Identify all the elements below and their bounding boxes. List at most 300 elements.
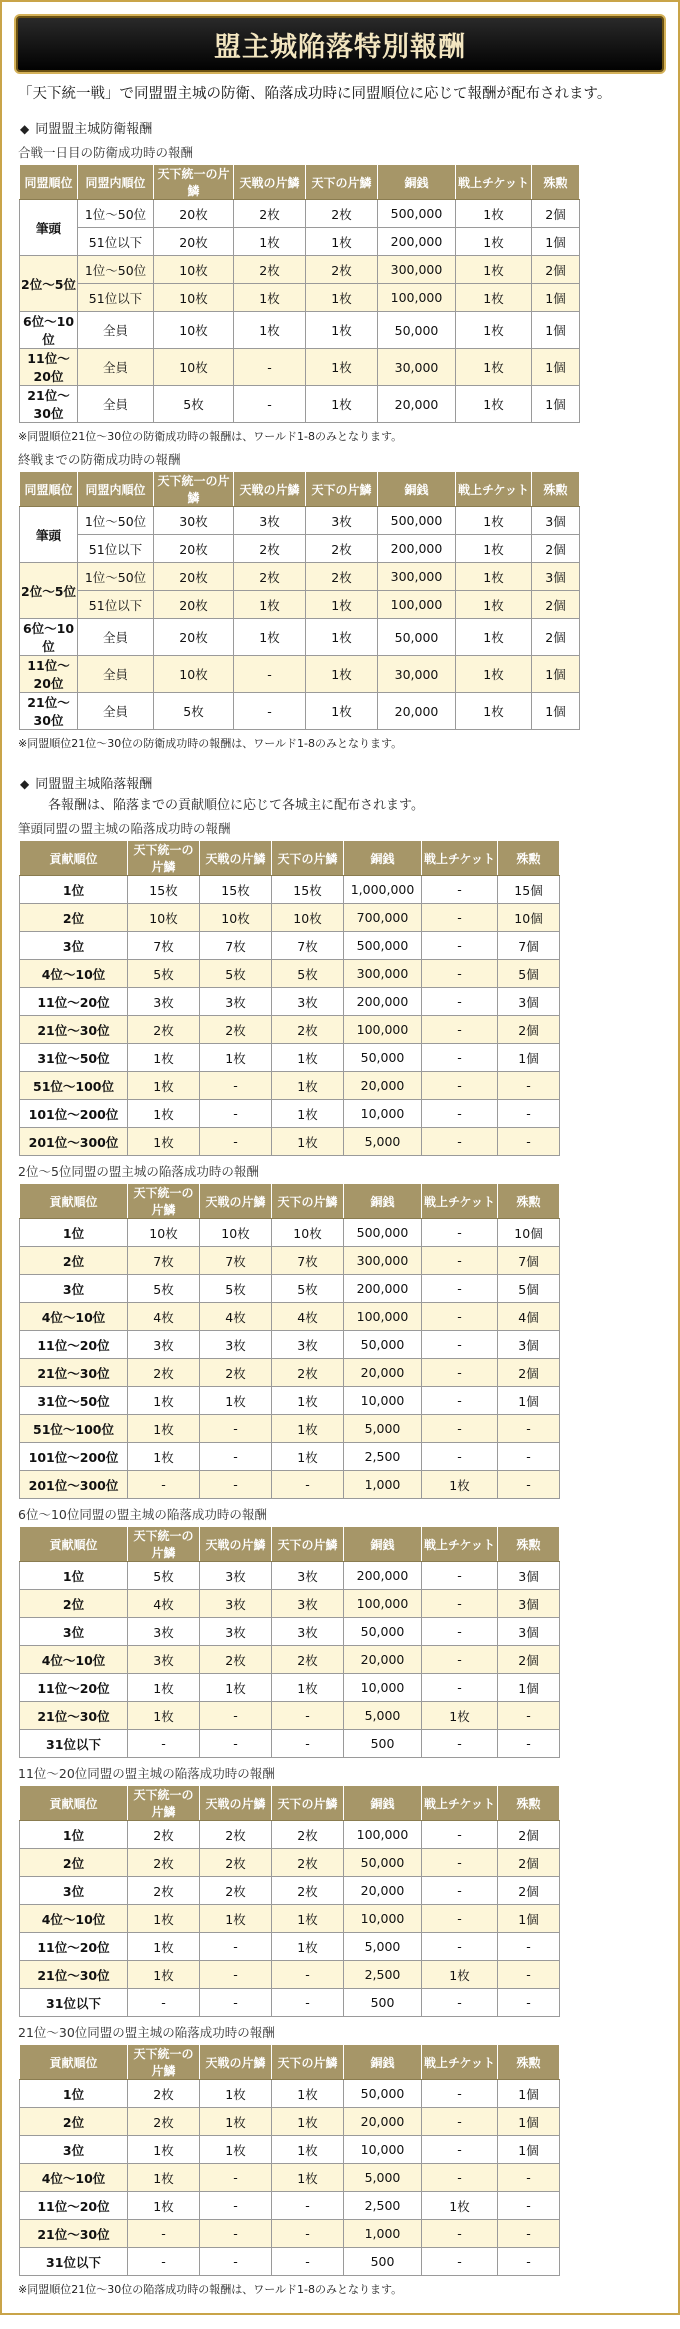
- table-cell: -: [422, 1618, 498, 1646]
- table-cell: 2枚: [272, 1016, 344, 1044]
- table-cell: 500,000: [344, 932, 422, 960]
- table-cell: 50,000: [344, 1849, 422, 1877]
- column-header: 天下統一の片鱗: [128, 1527, 200, 1562]
- table-cell: 5枚: [200, 960, 272, 988]
- table-cell: 全員: [78, 656, 154, 693]
- table-row: [20, 1730, 560, 1758]
- table-cell: -: [200, 1072, 272, 1100]
- table-cell: 7枚: [128, 1247, 200, 1275]
- contribution-rank-cell: 2位: [20, 2108, 128, 2136]
- table-cell: -: [200, 2192, 272, 2220]
- table-cell: 2枚: [128, 1877, 200, 1905]
- table-cell: -: [498, 1443, 560, 1471]
- table-cell: 10,000: [344, 2136, 422, 2164]
- table-cell: 3枚: [200, 1331, 272, 1359]
- column-header: 殊勲: [498, 1527, 560, 1562]
- table-cell: 5,000: [344, 1128, 422, 1156]
- table-cell: 5個: [498, 960, 560, 988]
- table-cell: -: [422, 1933, 498, 1961]
- table-cell: 1枚: [128, 1387, 200, 1415]
- table-header-row: [20, 1786, 560, 1821]
- table-cell: -: [422, 1646, 498, 1674]
- table-row: [20, 1331, 560, 1359]
- table-cell: -: [200, 1100, 272, 1128]
- column-header: 貢献順位: [20, 1527, 128, 1562]
- table-cell: 10枚: [154, 284, 234, 312]
- table-cell: 2,500: [344, 2192, 422, 2220]
- table-cell: 1枚: [128, 1072, 200, 1100]
- table-cell: -: [422, 1128, 498, 1156]
- contribution-rank-cell: 11位～20位: [20, 988, 128, 1016]
- contribution-rank-cell: 51位～100位: [20, 1415, 128, 1443]
- table-cell: 1枚: [456, 349, 532, 386]
- table-cell: -: [422, 988, 498, 1016]
- table-cell: 500,000: [378, 200, 456, 228]
- fall-reward-table: [19, 1183, 560, 1499]
- table-cell: -: [272, 2192, 344, 2220]
- table-footnote: ※同盟順位21位～30位の防衛成功時の報酬は、ワールド1-8のみとなります。: [18, 430, 403, 443]
- column-header: 天下統一の片鱗: [128, 841, 200, 876]
- column-header: 戦上チケット: [422, 2045, 498, 2080]
- table-cell: 500,000: [344, 1219, 422, 1247]
- table-cell: 1枚: [456, 256, 532, 284]
- table-cell: 4枚: [272, 1303, 344, 1331]
- table-cell: 20,000: [344, 1646, 422, 1674]
- table-row: [20, 1100, 560, 1128]
- table-cell: -: [422, 1562, 498, 1590]
- intro-text: 「天下統一戦」で同盟盟主城の防衛、陥落成功時に同盟順位に応じて報酬が配布されます。: [18, 86, 612, 102]
- contribution-rank-cell: 21位～30位: [20, 1702, 128, 1730]
- table-cell: -: [200, 1933, 272, 1961]
- column-header: 殊勲: [532, 472, 580, 507]
- table-cell: -: [422, 876, 498, 904]
- table-cell: -: [498, 1100, 560, 1128]
- table-cell: 1枚: [234, 312, 306, 349]
- table-cell: 1個: [532, 656, 580, 693]
- table-cell: 50,000: [378, 312, 456, 349]
- table-cell: -: [128, 1730, 200, 1758]
- table-cell: 2枚: [128, 2080, 200, 2108]
- table-cell: 100,000: [344, 1016, 422, 1044]
- table-cell: 1枚: [128, 1702, 200, 1730]
- table-cell: 30,000: [378, 656, 456, 693]
- table-cell: 5,000: [344, 1702, 422, 1730]
- column-header: 天戦の片鱗: [200, 1527, 272, 1562]
- table-cell: 1個: [532, 386, 580, 423]
- table-row: [20, 535, 580, 563]
- table-cell: -: [422, 1989, 498, 2017]
- table-row: [20, 1646, 560, 1674]
- table-cell: 1枚: [200, 2080, 272, 2108]
- table-cell: -: [498, 2164, 560, 2192]
- table-cell: 5,000: [344, 1933, 422, 1961]
- table-cell: -: [200, 1443, 272, 1471]
- table-cell: 7枚: [200, 1247, 272, 1275]
- table-cell: 1枚: [128, 2192, 200, 2220]
- table-cell: 2枚: [128, 1016, 200, 1044]
- table-cell: 15枚: [272, 876, 344, 904]
- table-cell: 1枚: [200, 2136, 272, 2164]
- table-cell: 500: [344, 1989, 422, 2017]
- table-row: [20, 1471, 560, 1499]
- contribution-rank-cell: 31位～50位: [20, 1044, 128, 1072]
- table-cell: -: [128, 2220, 200, 2248]
- table-cell: -: [234, 349, 306, 386]
- contribution-rank-cell: 3位: [20, 1877, 128, 1905]
- table-cell: 2枚: [272, 1877, 344, 1905]
- contribution-rank-cell: 11位～20位: [20, 2192, 128, 2220]
- table-cell: 2枚: [200, 1359, 272, 1387]
- contribution-rank-cell: 1位: [20, 1821, 128, 1849]
- column-header: 戦上チケット: [456, 472, 532, 507]
- contribution-rank-cell: 31位以下: [20, 2248, 128, 2276]
- table-row: [20, 1247, 560, 1275]
- column-header: 殊勲: [498, 841, 560, 876]
- table-row: [20, 1877, 560, 1905]
- column-header: 天戦の片鱗: [200, 2045, 272, 2080]
- contribution-rank-cell: 4位～10位: [20, 1303, 128, 1331]
- table-cell: 3枚: [200, 1590, 272, 1618]
- table-header-row: [20, 472, 580, 507]
- alliance-rank-cell: 21位～30位: [20, 693, 78, 730]
- table-caption: 11位～20位同盟の盟主城の陥落成功時の報酬: [18, 1766, 275, 1781]
- table-cell: 1枚: [128, 1443, 200, 1471]
- table-cell: -: [498, 1128, 560, 1156]
- table-cell: 1枚: [272, 2136, 344, 2164]
- table-cell: 20枚: [154, 591, 234, 619]
- table-caption: 合戦一日目の防衛成功時の報酬: [18, 145, 194, 160]
- table-cell: 7個: [498, 1247, 560, 1275]
- table-cell: 1枚: [128, 1674, 200, 1702]
- table-cell: -: [498, 1989, 560, 2017]
- table-cell: 10個: [498, 904, 560, 932]
- table-cell: 1枚: [272, 1674, 344, 1702]
- table-row: [20, 2220, 560, 2248]
- alliance-rank-cell: 6位～10位: [20, 312, 78, 349]
- table-cell: 1枚: [200, 1905, 272, 1933]
- table-cell: -: [200, 1128, 272, 1156]
- table-cell: 1枚: [306, 656, 378, 693]
- table-cell: -: [200, 2248, 272, 2276]
- table-cell: 10枚: [200, 904, 272, 932]
- contribution-rank-cell: 21位～30位: [20, 1359, 128, 1387]
- table-cell: 2個: [498, 1359, 560, 1387]
- table-cell: 2枚: [272, 1359, 344, 1387]
- table-cell: 15枚: [128, 876, 200, 904]
- table-cell: 30枚: [154, 507, 234, 535]
- table-cell: -: [422, 904, 498, 932]
- table-row: [20, 2164, 560, 2192]
- table-cell: 300,000: [378, 563, 456, 591]
- table-cell: 1枚: [272, 2108, 344, 2136]
- column-header: 天下統一の片鱗: [154, 472, 234, 507]
- table-cell: 5枚: [200, 1275, 272, 1303]
- table-cell: 100,000: [344, 1303, 422, 1331]
- fall-footnote: ※同盟順位21位～30位の陥落成功時の報酬は、ワールド1-8のみとなります。: [18, 2283, 403, 2296]
- table-cell: 500,000: [378, 507, 456, 535]
- table-cell: -: [272, 1961, 344, 1989]
- table-cell: -: [422, 2248, 498, 2276]
- alliance-rank-cell: 11位～20位: [20, 349, 78, 386]
- table-caption: 6位～10位同盟の盟主城の陥落成功時の報酬: [18, 1507, 267, 1522]
- contribution-rank-cell: 2位: [20, 1849, 128, 1877]
- table-cell: 50,000: [344, 1618, 422, 1646]
- column-header: 戦上チケット: [422, 1527, 498, 1562]
- table-cell: 3枚: [272, 1590, 344, 1618]
- title-banner: [14, 14, 666, 74]
- table-cell: 1個: [532, 284, 580, 312]
- table-cell: -: [128, 1471, 200, 1499]
- contribution-rank-cell: 1位: [20, 1562, 128, 1590]
- table-cell: 2枚: [200, 1877, 272, 1905]
- table-cell: 3枚: [200, 1618, 272, 1646]
- table-header-row: [20, 841, 560, 876]
- contribution-rank-cell: 31位以下: [20, 1989, 128, 2017]
- table-cell: -: [422, 1247, 498, 1275]
- table-cell: 1枚: [306, 591, 378, 619]
- table-cell: 1枚: [456, 563, 532, 591]
- table-cell: -: [200, 1702, 272, 1730]
- contribution-rank-cell: 4位～10位: [20, 1646, 128, 1674]
- table-row: [20, 1933, 560, 1961]
- contribution-rank-cell: 21位～30位: [20, 2220, 128, 2248]
- fall-reward-table: [19, 840, 560, 1156]
- table-cell: 1枚: [306, 349, 378, 386]
- table-cell: 2枚: [272, 1646, 344, 1674]
- table-cell: -: [272, 1471, 344, 1499]
- defense-reward-table: [19, 164, 580, 423]
- table-cell: 1個: [498, 2108, 560, 2136]
- table-cell: 10枚: [128, 1219, 200, 1247]
- column-header: 銅銭: [344, 1184, 422, 1219]
- table-cell: -: [422, 1877, 498, 1905]
- table-cell: -: [422, 1100, 498, 1128]
- table-cell: 1枚: [234, 591, 306, 619]
- table-cell: 10,000: [344, 1100, 422, 1128]
- table-cell: 1枚: [456, 386, 532, 423]
- table-cell: 3枚: [128, 988, 200, 1016]
- column-header: 貢献順位: [20, 1184, 128, 1219]
- table-cell: -: [128, 1989, 200, 2017]
- table-cell: 1枚: [128, 2136, 200, 2164]
- table-cell: 2枚: [234, 535, 306, 563]
- table-cell: 2,500: [344, 1961, 422, 1989]
- table-cell: 3個: [498, 1618, 560, 1646]
- alliance-rank-cell: 筆頭: [20, 200, 78, 256]
- table-cell: -: [422, 1674, 498, 1702]
- table-cell: 200,000: [344, 988, 422, 1016]
- table-cell: -: [272, 2220, 344, 2248]
- table-cell: 2個: [532, 535, 580, 563]
- defense-heading-label: 同盟盟主城防衛報酬: [35, 122, 153, 137]
- table-cell: 1枚: [456, 619, 532, 656]
- table-row: [20, 693, 580, 730]
- table-cell: 2個: [498, 1877, 560, 1905]
- column-header: 戦上チケット: [422, 841, 498, 876]
- table-header-row: [20, 1527, 560, 1562]
- table-cell: 1枚: [272, 2080, 344, 2108]
- table-row: [20, 1590, 560, 1618]
- table-caption: 終戦までの防衛成功時の報酬: [18, 452, 181, 467]
- table-cell: 1枚: [306, 386, 378, 423]
- column-header: 銅銭: [378, 165, 456, 200]
- table-row: [20, 1618, 560, 1646]
- table-header-row: [20, 165, 580, 200]
- table-cell: 1位～50位: [78, 563, 154, 591]
- table-cell: 50,000: [378, 619, 456, 656]
- contribution-rank-cell: 101位～200位: [20, 1100, 128, 1128]
- contribution-rank-cell: 31位以下: [20, 1730, 128, 1758]
- table-cell: 1枚: [200, 1674, 272, 1702]
- column-header: 戦上チケット: [456, 165, 532, 200]
- table-cell: 300,000: [378, 256, 456, 284]
- contribution-rank-cell: 201位～300位: [20, 1128, 128, 1156]
- column-header: 天戦の片鱗: [234, 165, 306, 200]
- table-cell: -: [272, 2248, 344, 2276]
- table-cell: 20,000: [378, 386, 456, 423]
- table-cell: 2枚: [128, 2108, 200, 2136]
- contribution-rank-cell: 3位: [20, 1618, 128, 1646]
- table-row: [20, 2248, 560, 2276]
- defense-tables: [0, 143, 680, 751]
- column-header: 天下の片鱗: [306, 472, 378, 507]
- table-cell: 1枚: [422, 2192, 498, 2220]
- table-cell: 1個: [532, 312, 580, 349]
- table-cell: -: [200, 1471, 272, 1499]
- table-cell: -: [200, 1730, 272, 1758]
- contribution-rank-cell: 201位～300位: [20, 1471, 128, 1499]
- table-row: [20, 1905, 560, 1933]
- table-cell: 200,000: [344, 1562, 422, 1590]
- table-row: [20, 1849, 560, 1877]
- table-cell: -: [422, 2080, 498, 2108]
- table-row: [20, 349, 580, 386]
- table-cell: -: [498, 1702, 560, 1730]
- table-cell: 1枚: [456, 312, 532, 349]
- table-cell: 1枚: [128, 1044, 200, 1072]
- table-row: [20, 876, 560, 904]
- table-cell: -: [272, 1989, 344, 2017]
- table-cell: -: [498, 1933, 560, 1961]
- alliance-rank-cell: 2位～5位: [20, 256, 78, 312]
- table-cell: 3枚: [200, 988, 272, 1016]
- table-cell: -: [422, 1072, 498, 1100]
- table-cell: 500: [344, 2248, 422, 2276]
- table-cell: 1枚: [306, 619, 378, 656]
- table-cell: 2枚: [306, 200, 378, 228]
- table-cell: -: [498, 1415, 560, 1443]
- table-row: [20, 932, 560, 960]
- table-cell: 7枚: [200, 932, 272, 960]
- alliance-rank-cell: 6位～10位: [20, 619, 78, 656]
- table-cell: 1枚: [272, 1072, 344, 1100]
- table-row: [20, 1275, 560, 1303]
- table-cell: 20,000: [378, 693, 456, 730]
- diamond-icon: ◆: [20, 777, 30, 791]
- table-cell: 10枚: [272, 904, 344, 932]
- table-cell: 3枚: [272, 988, 344, 1016]
- table-cell: -: [498, 1471, 560, 1499]
- table-cell: 1枚: [456, 507, 532, 535]
- table-cell: 7枚: [272, 1247, 344, 1275]
- table-cell: 1枚: [128, 1128, 200, 1156]
- table-cell: 2個: [532, 619, 580, 656]
- table-cell: 全員: [78, 693, 154, 730]
- table-cell: 1個: [498, 1044, 560, 1072]
- table-cell: 1,000: [344, 1471, 422, 1499]
- table-cell: 1位～50位: [78, 507, 154, 535]
- fall-section-note: 各報酬は、陥落までの貢献順位に応じて各城主に配布されます。: [48, 798, 424, 813]
- table-cell: 2個: [532, 256, 580, 284]
- table-cell: 3枚: [272, 1331, 344, 1359]
- table-cell: 3枚: [272, 1562, 344, 1590]
- contribution-rank-cell: 3位: [20, 1275, 128, 1303]
- contribution-rank-cell: 3位: [20, 932, 128, 960]
- table-row: [20, 591, 580, 619]
- table-cell: 15個: [498, 876, 560, 904]
- table-cell: 全員: [78, 312, 154, 349]
- table-cell: -: [422, 1387, 498, 1415]
- table-row: [20, 1989, 560, 2017]
- table-cell: 1枚: [128, 1961, 200, 1989]
- table-cell: 5,000: [344, 1415, 422, 1443]
- table-cell: -: [422, 1303, 498, 1331]
- table-cell: -: [422, 1821, 498, 1849]
- table-cell: 1枚: [128, 1415, 200, 1443]
- contribution-rank-cell: 1位: [20, 1219, 128, 1247]
- table-row: [20, 563, 580, 591]
- column-header: 貢献順位: [20, 841, 128, 876]
- table-cell: -: [422, 2136, 498, 2164]
- table-cell: 1個: [532, 228, 580, 256]
- table-cell: 1枚: [128, 2164, 200, 2192]
- table-cell: 10枚: [154, 349, 234, 386]
- column-header: 天下の片鱗: [272, 1786, 344, 1821]
- table-cell: 1個: [498, 1905, 560, 1933]
- table-row: [20, 386, 580, 423]
- table-cell: -: [422, 1443, 498, 1471]
- table-cell: 2枚: [128, 1359, 200, 1387]
- defense-reward-table: [19, 471, 580, 730]
- table-cell: 100,000: [344, 1821, 422, 1849]
- table-cell: 全員: [78, 349, 154, 386]
- table-cell: 全員: [78, 386, 154, 423]
- table-cell: 2個: [498, 1821, 560, 1849]
- table-row: [20, 256, 580, 284]
- table-cell: -: [498, 1072, 560, 1100]
- table-cell: -: [128, 2248, 200, 2276]
- contribution-rank-cell: 4位～10位: [20, 1905, 128, 1933]
- column-header: 銅銭: [378, 472, 456, 507]
- table-cell: 1枚: [272, 1933, 344, 1961]
- table-cell: -: [422, 1415, 498, 1443]
- table-cell: 5,000: [344, 2164, 422, 2192]
- table-cell: 3個: [532, 563, 580, 591]
- column-header: 天戦の片鱗: [234, 472, 306, 507]
- table-cell: -: [422, 2164, 498, 2192]
- contribution-rank-cell: 2位: [20, 1590, 128, 1618]
- table-cell: 20,000: [344, 1359, 422, 1387]
- table-cell: 1個: [498, 1387, 560, 1415]
- contribution-rank-cell: 2位: [20, 1247, 128, 1275]
- table-cell: 20枚: [154, 563, 234, 591]
- column-header: 同盟順位: [20, 165, 78, 200]
- table-cell: 2枚: [128, 1849, 200, 1877]
- column-header: 貢献順位: [20, 1786, 128, 1821]
- fall-heading-label: 同盟盟主城陥落報酬: [35, 777, 153, 792]
- fall-tables: [0, 819, 680, 2276]
- table-header-row: [20, 1184, 560, 1219]
